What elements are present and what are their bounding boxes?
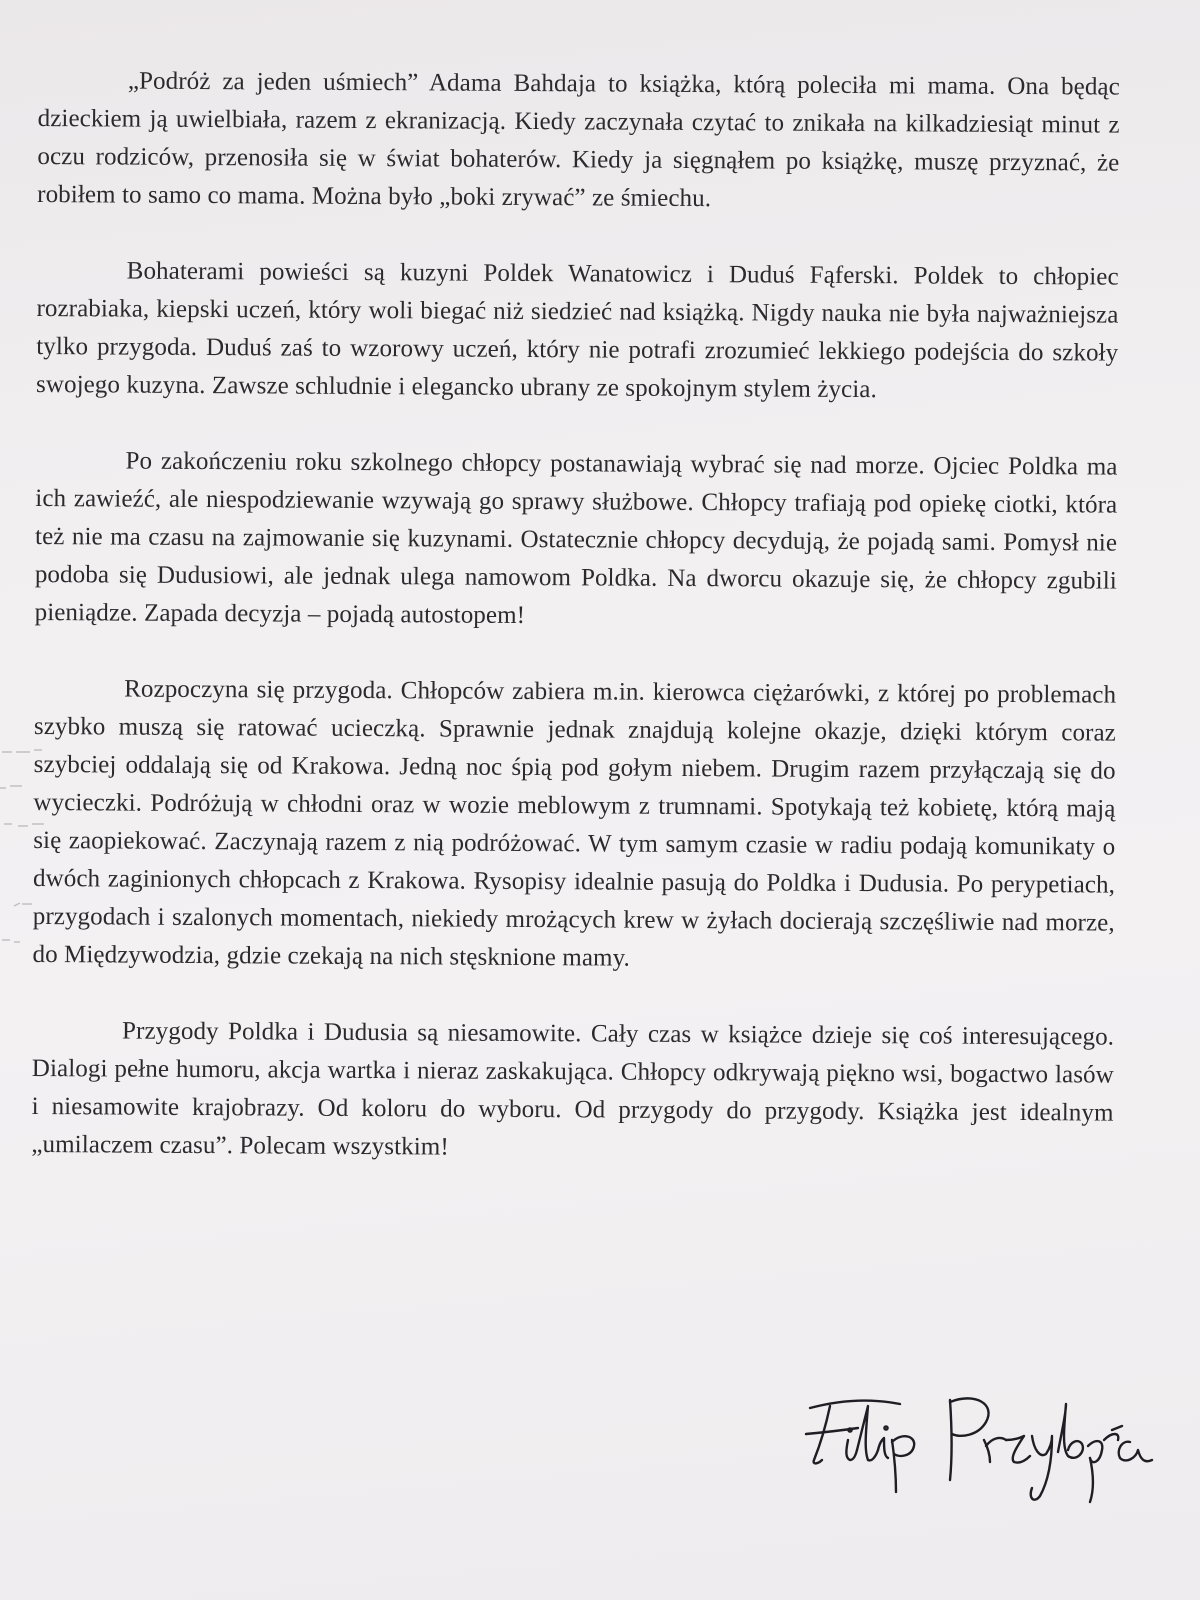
- handwritten-signature: [800, 1370, 1180, 1510]
- paragraph-journey: Rozpoczyna się przygoda. Chłopców zabiera m.in. kierowca ciężarówki, z której po problemach szybko muszą się ratować ucieczką. Sprawnie jednak znajdują kolejne okazje, dzięki którym coraz szybciej oddalają się od Krakowa. Jedną noc śpią pod gołym niebem. Drugim razem przyłączają się do wycieczki. Podróżują w chłodni oraz w wozie meblowym z trumnami. Spotykają też kobietę, którą mają się zaopiekować. Zaczynają razem z nią podróżować. W tym samym czasie w radiu podają komunikaty o dwóch zaginionych chłopcach z Krakowa. Rysopisy idealnie pasują do Poldka i Dudusia. Po perypetiach, przygodach i szalonych momentach, niekiedy mrożących krew w żyłach docierają szczęśliwie nad morze, do Międzywodzia, gdzie czekają na nich stęsknione mamy.: [32, 675, 1117, 972]
- paragraph-intro: „Podróż za jeden uśmiech” Adama Bahdaja to książka, którą poleciła mi mama. Ona będąc dzieckiem ją uwielbiała, razem z ekranizacją. Kiedy zaczynała czytać to znikała na kilkadziesiąt minut z oczu rodziców, przenosiła się w świat bohaterów. Kiedy ja sięgnąłem po książkę, muszę przyznać, że robiłem to samo co mama. Można było „boki zrywać” ze śmiechu.: [37, 67, 1120, 213]
- review-text: [31, 62, 1120, 1171]
- paragraph-setup: Po zakończeniu roku szkolnego chłopcy postanawiają wybrać się nad morze. Ojciec Poldka ma ich zawieźć, ale niespodziewanie wzywają go sprawy służbowe. Chłopcy trafiają pod opiekę ciotki, która też nie ma czasu na zajmowanie się kuzynami. Ostatecznie chłopcy decydują, że pojadą sami. Pomysł nie podoba się Dudusiowi, ale jednak ulega namowom Poldka. Na dworcu okazuje się, że chłopcy zgubili pieniądze. Zapada decyzja – pojadą autostopem!: [34, 447, 1118, 629]
- paragraph-characters: Bohaterami powieści są kuzyni Poldek Wanatowicz i Duduś Fąferski. Poldek to chłopiec rozrabiaka, kiepski uczeń, który woli biegać niż siedzieć nad książką. Nigdy nauka nie była najważniejsza tylko przygoda. Duduś zaś to wzorowy uczeń, który nie potrafi zrozumieć lekkiego podejścia do szkoły swojego kuzyna. Zawsze schludnie i elegancko ubrany ze spokojnym stylem życia.: [35, 257, 1119, 404]
- signature-drawing: [800, 1370, 1180, 1510]
- paragraph-conclusion: Przygody Poldka i Dudusia są niesamowite. Cały czas w książce dzieje się coś interesującego. Dialogi pełne humoru, akcja wartka i nieraz zaskakująca. Chłopcy odkrywają piękno wsi, bogactwo lasów i niesamowite krajobrazy. Od koloru do wyboru. Od przygody do przygody. Książka jest idealnym „umilaczem czasu”. Polecam wszystkim!: [31, 1017, 1115, 1161]
